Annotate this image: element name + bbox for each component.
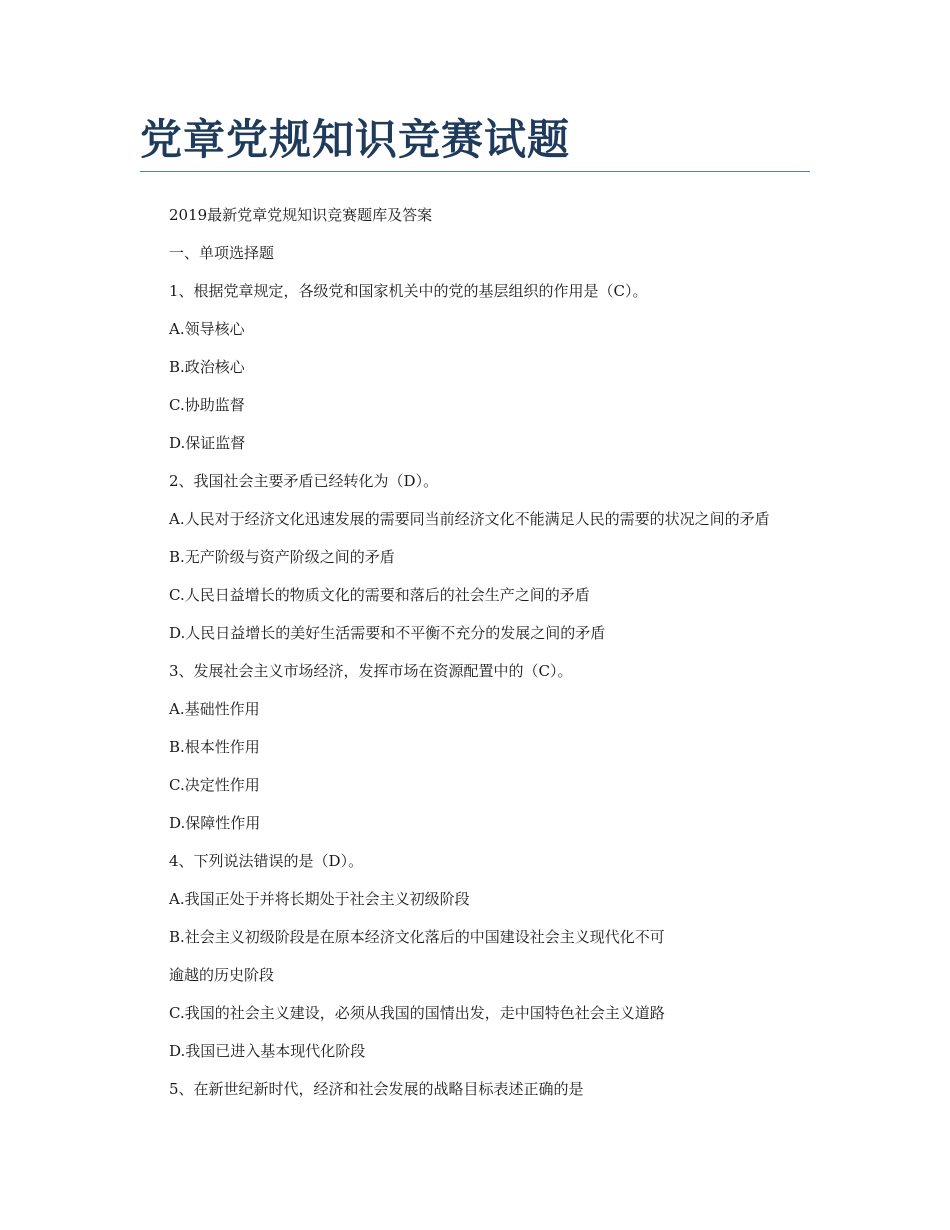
question-1-option-b: B.政治核心 bbox=[169, 358, 245, 376]
section-heading: 一、单项选择题 bbox=[169, 244, 275, 262]
question-4-option-a: A.我国正处于并将长期处于社会主义初级阶段 bbox=[169, 890, 470, 908]
question-4-option-b: B.社会主义初级阶段是在原本经济文化落后的中国建设社会主义现代化不可 bbox=[169, 928, 665, 946]
question-4: 4、下列说法错误的是（D）。 bbox=[169, 852, 364, 870]
question-3-option-d: D.保障性作用 bbox=[169, 814, 261, 832]
question-2-option-d: D.人民日益增长的美好生活需要和不平衡不充分的发展之间的矛盾 bbox=[169, 624, 606, 642]
question-5: 5、在新世纪新时代，经济和社会发展的战略目标表述正确的是 bbox=[169, 1080, 584, 1098]
question-1-option-a: A.领导核心 bbox=[169, 320, 245, 338]
title-underline bbox=[140, 171, 810, 172]
document-body bbox=[140, 196, 810, 1108]
question-2-option-c: C.人民日益增长的物质文化的需要和落后的社会生产之间的矛盾 bbox=[169, 586, 590, 604]
question-3-option-c: C.决定性作用 bbox=[169, 776, 260, 794]
question-2-option-b: B.无产阶级与资产阶级之间的矛盾 bbox=[169, 548, 395, 566]
question-3-option-a: A.基础性作用 bbox=[169, 700, 260, 718]
question-3-option-b: B.根本性作用 bbox=[169, 738, 260, 756]
question-4-option-d: D.我国已进入基本现代化阶段 bbox=[169, 1042, 366, 1060]
page-title: 党章党规知识竞赛试题 bbox=[140, 115, 571, 164]
question-4-option-b-continued: 逾越的历史阶段 bbox=[169, 966, 275, 984]
question-3: 3、发展社会主义市场经济，发挥市场在资源配置中的（C）。 bbox=[169, 662, 573, 680]
question-1: 1、根据党章规定，各级党和国家机关中的党的基层组织的作用是（C）。 bbox=[169, 282, 648, 300]
subtitle-paragraph: 2019最新党章党规知识竞赛题库及答案 bbox=[169, 206, 433, 224]
question-2: 2、我国社会主要矛盾已经转化为（D）。 bbox=[169, 472, 439, 490]
question-1-option-c: C.协助监督 bbox=[169, 396, 245, 414]
question-1-option-d: D.保证监督 bbox=[169, 434, 246, 452]
question-4-option-c: C.我国的社会主义建设，必须从我国的国情出发，走中国特色社会主义道路 bbox=[169, 1004, 665, 1022]
question-2-option-a: A.人民对于经济文化迅速发展的需要同当前经济文化不能满足人民的需要的状况之间的矛盾 bbox=[169, 510, 770, 528]
